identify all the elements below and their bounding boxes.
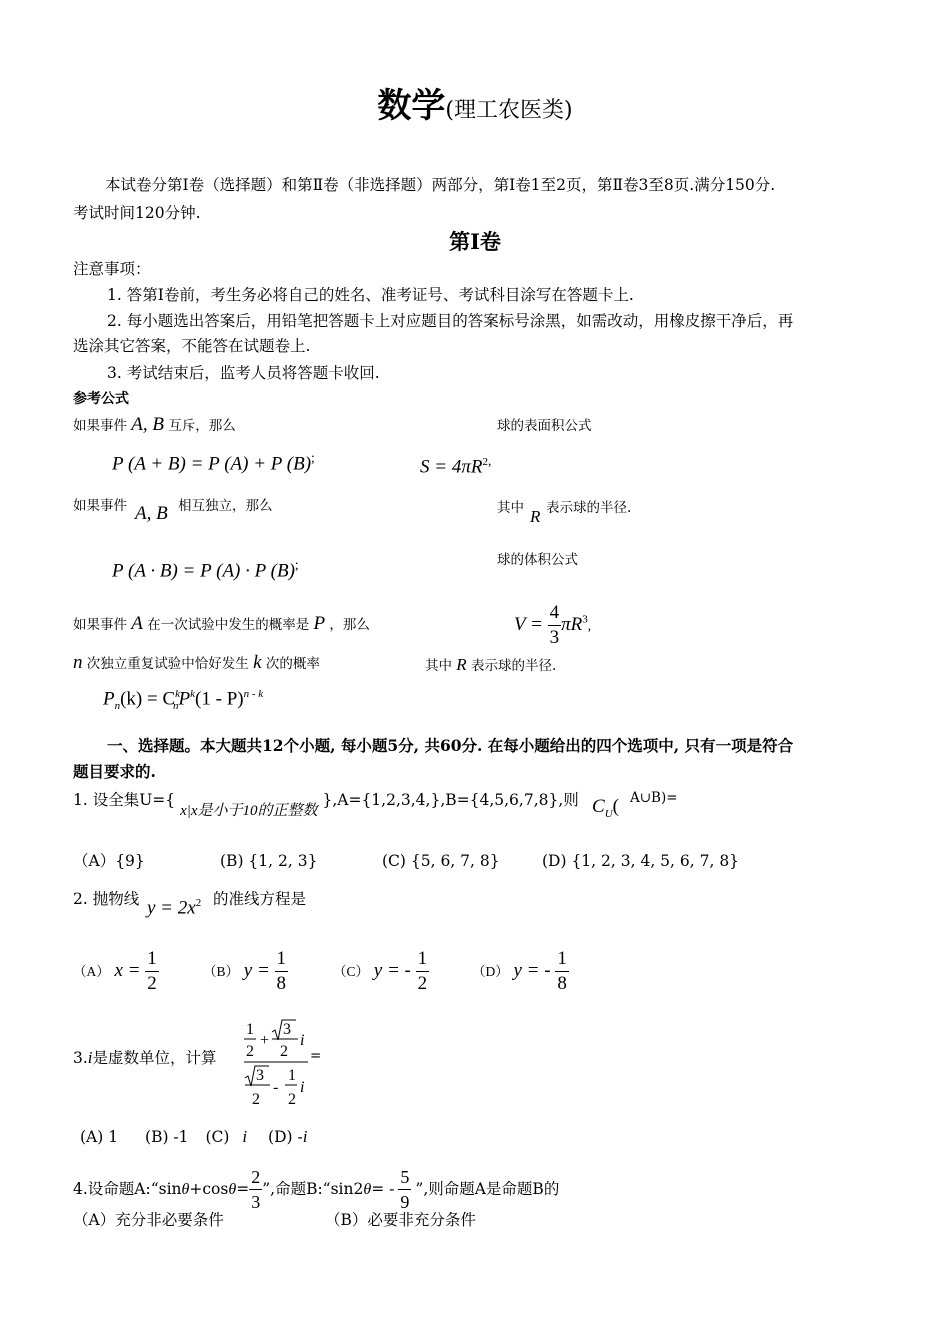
note-item-3: 3. 考试结束后，监考人员将答题卡收回. [107,364,380,382]
q2-c-num: 1 [416,947,430,972]
q2-option-b-frac [275,947,289,996]
q2-option-c-frac [416,947,430,996]
svg-text:3: 3 [283,1021,291,1038]
formula-1-tail: 互斥，那么 [168,418,236,434]
q2-stem-pre: 2. 抛物线 [73,890,140,908]
svg-text:3: 3 [256,1067,264,1084]
q3-option-d: (D) - [268,1128,303,1146]
binomial-mid: (k) = C [120,688,176,710]
binomial-p: P [103,688,115,710]
sphere-area-formula: $S = 4\pi R^{2,}$ [420,453,492,478]
radius2-var: R [456,655,467,674]
formula-2-expr: P (A · B) = P (A) · P (B) [112,560,295,582]
formula-3-var: A [131,613,143,634]
notes-heading: 注意事项： [73,260,151,278]
q2-equation: $y = 2x^2$ [147,897,202,919]
q4-fraction-1 [249,1165,262,1214]
q2-option-c-label: （C） [333,963,370,979]
formula-4-tail: 次的概率 [265,656,320,672]
q2-stem-post: 的准线方程是 [213,890,307,908]
q4-den-2: 9 [400,1192,410,1212]
q2-b-num: 1 [275,947,289,972]
svg-text:2: 2 [252,1091,260,1108]
q4-option-a: （A）充分非必要条件 [73,1211,224,1229]
q2-d-num: 1 [555,947,569,972]
q2-c-den: 2 [417,973,428,994]
q4-theta-2: θ [228,1181,237,1198]
radius2-post: 表示球的半径. [470,658,557,674]
q2-option-b-lhs: y = [243,959,270,981]
q4-stem-post: ”,则命题A是命题B的 [415,1180,560,1198]
formula-2-prefix: 如果事件 [73,498,127,514]
svg-text:i: i [300,1079,305,1096]
svg-text:2: 2 [288,1091,296,1108]
svg-text:-: - [273,1079,279,1096]
formula-3-mid: 在一次试验中发生的概率是 [147,617,310,633]
q2-option-d-label: （D） [472,963,509,979]
formula-3-prefix: 如果事件 [73,617,127,633]
q2-option-a-frac [145,947,159,996]
binomial-formula: $P_n(k) = C^k_nP^k(1 - P)^{n - k}$ [103,688,264,713]
q4-stem-pre: 4.设命题A:“sin [73,1180,182,1198]
q2-eq: y = 2x [147,897,196,919]
formula-3-p: P [313,613,326,634]
q1-stem-pre: 1. 设全集U={ [73,791,176,809]
svg-text:i: i [300,1032,305,1049]
q1-complement [592,796,619,820]
section-heading: 第Ⅰ卷 [449,229,501,254]
sphere-vol-num: 4 [548,601,562,626]
question-2 [73,886,139,913]
svg-text:1: 1 [288,1067,296,1084]
formula-2-tail: 相互独立，那么 [178,498,273,514]
sphere-vol-formula: V = $\frac{4}{3}$ $\pi R^3$, [514,602,592,648]
formula-2-vars: A, B [135,503,168,524]
sphere-vol-den: 3 [549,627,560,648]
q2-option-b-label: （B） [203,963,240,979]
q2-d-den: 8 [557,973,567,994]
formula-4-text [73,652,320,674]
note-item-1: 1. 答第Ⅰ卷前，考生务必将自己的姓名、准考证号、考试科目涂写在答题卡上. [107,286,634,304]
q1-option-a: （A）{9} [73,852,145,870]
intro-line-2: 考试时间120分钟. [73,204,201,222]
formula-2 [112,557,299,582]
q2-a-num: 1 [145,947,159,972]
radius-note-post: 表示球的半径. [546,500,632,516]
note-item-2: 2. 每小题选出答案后，用铅笔把答题卡上对应题目的答案标号涂黑，如需改动，用橡皮擦干净后，再 [107,312,794,330]
formula-1-expr: P (A + B) = P (A) + P (B) [112,453,312,475]
sphere-vol-lhs: V = [514,613,543,635]
sphere-vol-fraction [548,601,562,650]
formula-1-prefix: 如果事件 [73,418,127,434]
radius2-note [425,654,556,675]
q2-option-d-frac [555,947,569,996]
q1-set-desc: x|x是小于10的正整数 [180,803,318,819]
q2-option-c [333,947,429,996]
sphere-vol-label: 球的体积公式 [497,552,578,568]
q3-stem-pre: 3. [73,1049,88,1067]
formula-1-text [73,414,236,436]
formula-3-text [73,613,370,635]
q3-options [80,1123,307,1151]
sphere-vol-rhs: πR [561,613,583,635]
radius2-pre: 其中 [425,658,452,674]
sphere-vol-end: , [587,617,592,633]
svg-text:2: 2 [280,1043,288,1060]
q4-num-2: 5 [398,1165,411,1190]
q4-option-b: （B）必要非充分条件 [325,1211,476,1229]
formula-1-vars: A, B [131,414,165,435]
q1-option-d: (D) {1, 2, 3, 4, 5, 6, 7, 8} [542,852,740,870]
q2-option-b [203,947,288,996]
q1-option-c: (C) {5, 6, 7, 8} [382,852,500,870]
part1-line-1: 一、选择题。本大题共12个小题, 每小题5分, 共60分. 在每小题给出的四个选项中, 只有一项是符合 [107,736,794,755]
formula-2-text [73,494,127,514]
q4-stem-mid1: +cos [189,1180,229,1198]
q2-option-d-lhs: y = - [513,959,551,981]
sphere-area-label: 球的表面积公式 [497,418,592,434]
q4-eq: = [236,1180,250,1198]
sphere-area-end: , [487,453,492,468]
q1-cu-tail: ( [612,796,619,817]
svg-text:2: 2 [246,1043,254,1060]
q4-num-1: 2 [249,1165,262,1190]
formula-4-k: k [253,652,262,673]
radius-note-pre: 其中 [497,500,524,516]
formula-1 [112,450,315,475]
q1-union: A∪B)= [630,790,678,806]
q3-option-b: (B) -1 [145,1128,189,1146]
q3-var-i: i [87,1048,93,1067]
formula-4-mid: 次独立重复试验中恰好发生 [86,656,249,672]
formulas-heading: 参考公式 [73,391,129,407]
question-1 [73,787,579,825]
q1-stem-post: },A={1,2,3,4,},B={4,5,6,7,8},则 [322,791,579,809]
q3-stem-post: 是虚数单位，计算 [92,1049,217,1067]
sphere-area-expr: S = 4πR [420,456,483,478]
q4-theta-1: θ [181,1181,190,1198]
q3-equals: = [310,1048,322,1064]
q2-option-d [472,947,569,996]
svg-text:1: 1 [246,1021,254,1038]
q3-option-c-value: i [242,1127,248,1146]
q4-eq2: = - [371,1180,395,1198]
q2-option-a-label: （A） [73,963,110,979]
radius-var: R [530,507,541,526]
q2-option-a [73,947,159,996]
q1-cu-sub: U [604,807,613,820]
formula-4-n: n [73,652,83,673]
q4-stem-mid2: ”,命题B:“sin2 [262,1180,364,1198]
q2-option-c-lhs: y = - [373,959,411,981]
q2-a-den: 2 [147,973,157,994]
note-item-2-cont: 选涂其它答案，不能答在试题卷上. [73,337,311,355]
part1-line-2: 题目要求的. [73,762,156,781]
title-main: 数学 [377,86,446,126]
q3-option-d-value: i [302,1127,308,1146]
formula-2-end: ; [294,557,299,572]
formula-3-tail: ，那么 [329,617,370,633]
title-sub: (理工农医类) [445,98,573,123]
q4-den-1: 3 [251,1192,261,1212]
question-3 [73,1044,217,1072]
q1-option-b: (B) {1, 2, 3} [220,852,318,870]
q3-complex-fraction [240,1012,330,1116]
formula-1-end: ; [311,450,315,465]
q3-option-a: (A) 1 [80,1128,119,1146]
q2-option-a-lhs: x = [114,959,141,981]
q4-theta-3: θ [363,1181,372,1198]
q3-option-c: (C) [205,1128,230,1146]
intro-line-1: 本试卷分第Ⅰ卷（选择题）和第Ⅱ卷（非选择题）两部分，第Ⅰ卷1至2页，第Ⅱ卷3至8页.满分150分. [105,176,776,194]
page-title [0,78,950,127]
q2-b-den: 8 [276,973,287,994]
svg-text:+: + [260,1032,270,1049]
q1-cu: C [592,796,605,817]
